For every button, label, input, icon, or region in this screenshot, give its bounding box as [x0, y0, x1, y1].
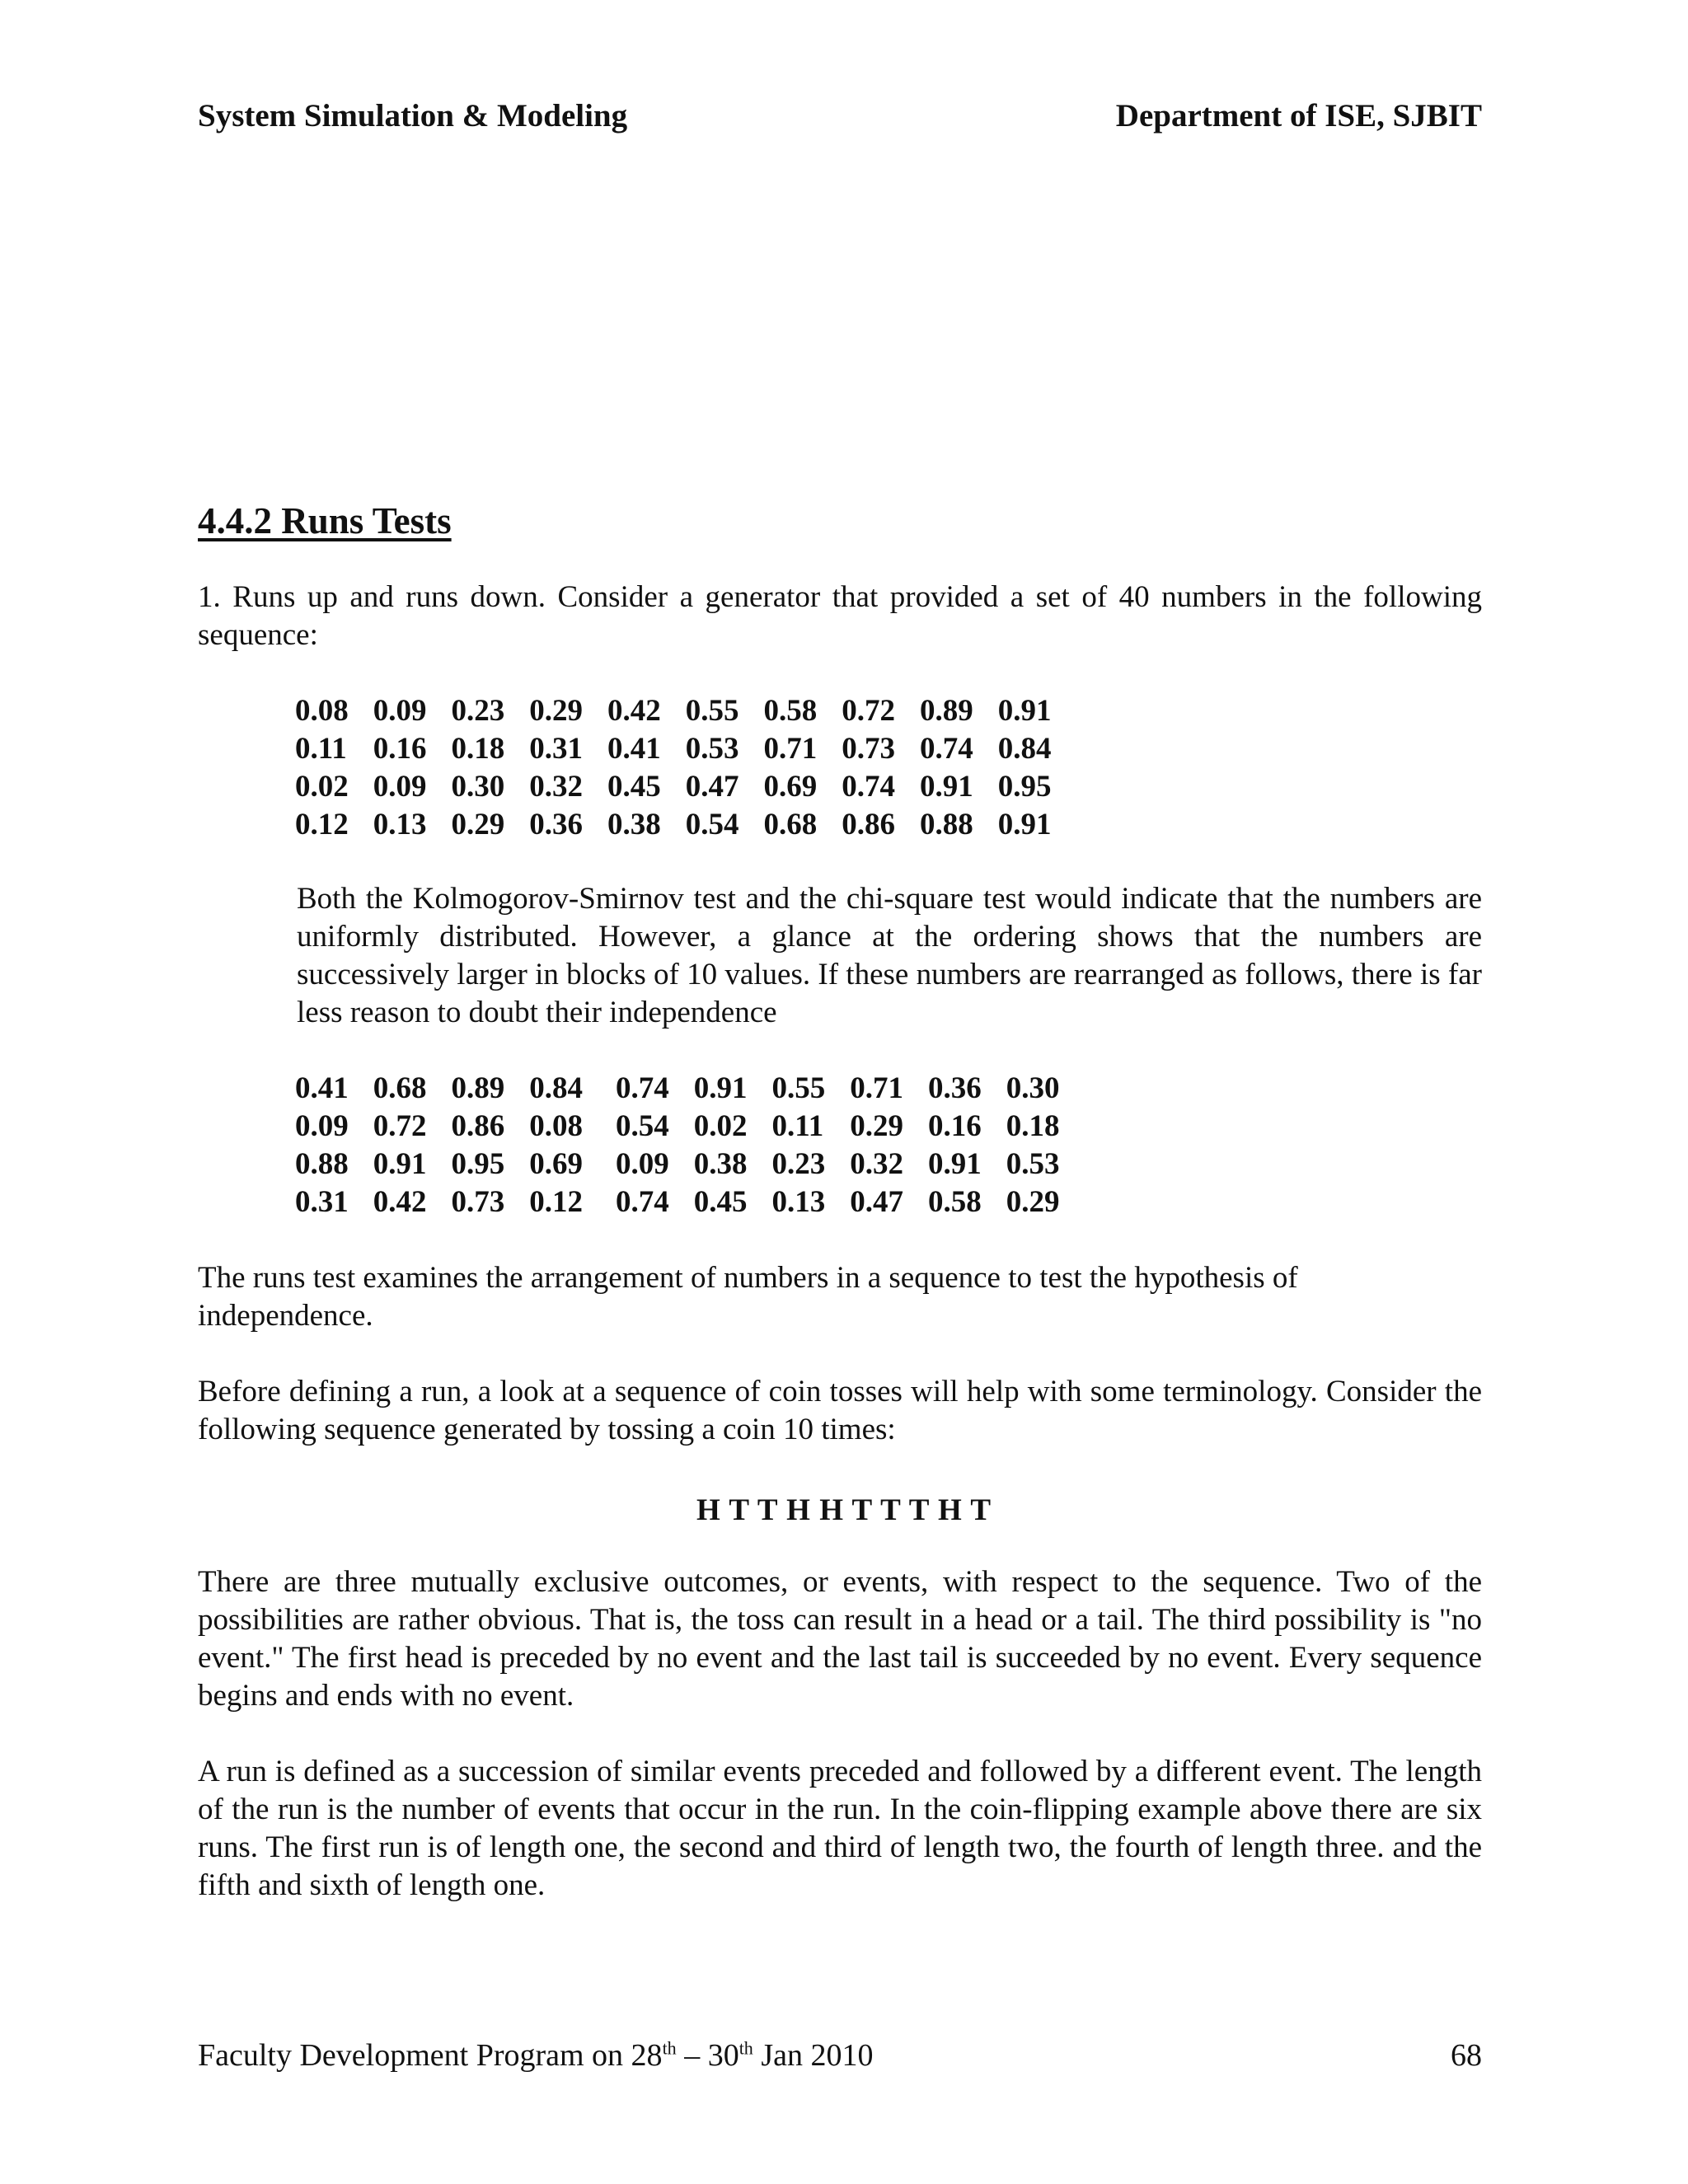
table-cell: 0.09	[373, 694, 427, 728]
table-cell: 0.38	[607, 808, 661, 841]
table-cell: 0.84	[997, 732, 1052, 766]
ks-paragraph: Both the Kolmogorov-Smirnov test and the chi-square test would indicate that the numbers are uniformly distributed. However, a glance at the ordering shows that the numbers are successively larger in blocks of 10 values. If these numbers are rearranged as follows, there is far less reason to doubt their independence	[297, 882, 1482, 1029]
table-cell: 0.53	[685, 732, 739, 766]
table-cell: 0.30	[451, 770, 505, 804]
table-cell: 0.13	[373, 808, 427, 841]
table-cell: 0.74	[842, 770, 895, 804]
table-cell: 0.18	[1006, 1109, 1060, 1143]
table-cell: 0.55	[771, 1071, 826, 1105]
table-cell: 0.38	[693, 1147, 748, 1181]
table-cell: 0.12	[295, 808, 349, 841]
table-cell: 0.16	[928, 1109, 982, 1143]
table-cell: 0.71	[850, 1071, 903, 1105]
page-footer	[198, 2037, 1482, 2074]
table-row	[295, 1183, 1085, 1221]
table-cell: 0.91	[693, 1071, 748, 1105]
footer-text-start: Faculty Development Program on 28	[198, 2038, 663, 2073]
coin-sequence: H T T H H T T T H T	[696, 1493, 992, 1527]
table-cell: 0.29	[451, 808, 505, 841]
table-cell: 0.12	[529, 1185, 583, 1219]
table-cell: 0.41	[295, 1071, 349, 1105]
header-course-title: System Simulation & Modeling	[198, 98, 628, 134]
table-cell: 0.29	[850, 1109, 903, 1143]
table-cell: 0.31	[295, 1185, 349, 1219]
table-cell: 0.68	[373, 1071, 427, 1105]
table-cell: 0.08	[529, 1109, 583, 1143]
table-cell: 0.29	[529, 694, 583, 728]
intro-paragraph: 1. Runs up and runs down. Consider a generator that provided a set of 40 numbers in the following sequence:	[198, 580, 1482, 652]
table-cell: 0.31	[529, 732, 583, 766]
table-cell: 0.73	[451, 1185, 505, 1219]
table-cell: 0.95	[451, 1147, 505, 1181]
table-cell: 0.72	[842, 694, 895, 728]
table-cell: 0.91	[373, 1147, 427, 1181]
table-cell: 0.09	[295, 1109, 349, 1143]
page-header	[198, 97, 1482, 134]
footer-sup-2: th	[738, 2037, 753, 2059]
table-cell: 0.32	[529, 770, 583, 804]
table-cell: 0.02	[693, 1109, 748, 1143]
table-cell: 0.68	[763, 808, 818, 841]
table-cell: 0.29	[1006, 1185, 1060, 1219]
run-definition-paragraph: A run is defined as a succession of similar events preceded and followed by a different event. The length of the run is the number of events that occur in the run. In the coin-flipping example above there are six runs. The first run is of length one, the second and third of length two, the fourth of length three. and the fifth and sixth of length one.	[198, 1755, 1482, 1902]
events-paragraph: There are three mutually exclusive outcomes, or events, with respect to the sequence. Two of the possibilities are rather obvious. That is, the toss can result in a head or a tail. The third possibility is "no event." The first head is preceded by no event and the last tail is succeeded by no event. Every sequence begins and ends with no event.	[198, 1565, 1482, 1713]
table-cell: 0.23	[451, 694, 505, 728]
table-cell: 0.69	[763, 770, 818, 804]
coin-intro-paragraph: Before defining a run, a look at a sequence of coin tosses will help with some terminology. Consider the following sequence generated by tossing a coin 10 times:	[198, 1375, 1482, 1446]
table-cell: 0.73	[842, 732, 895, 766]
table-cell: 0.54	[685, 808, 739, 841]
table-row	[295, 1070, 1085, 1108]
table-cell: 0.89	[451, 1071, 505, 1105]
table-cell: 0.91	[920, 770, 973, 804]
table-row	[295, 730, 1076, 768]
table-row	[295, 1146, 1085, 1183]
page-number: 68	[1451, 2038, 1482, 2073]
table-cell: 0.09	[373, 770, 427, 804]
table-row	[295, 1108, 1085, 1146]
table-cell: 0.71	[763, 732, 818, 766]
table-cell: 0.69	[529, 1147, 583, 1181]
number-table-rearranged	[295, 1070, 1085, 1221]
table-cell: 0.18	[451, 732, 505, 766]
table-cell: 0.41	[607, 732, 661, 766]
table-cell: 0.45	[693, 1185, 748, 1219]
table-cell: 0.08	[295, 694, 349, 728]
table-cell: 0.88	[295, 1147, 349, 1181]
table-cell: 0.55	[685, 694, 739, 728]
table-cell: 0.84	[529, 1071, 583, 1105]
footer-program	[198, 2037, 873, 2074]
table-cell: 0.30	[1006, 1071, 1060, 1105]
table-cell: 0.16	[373, 732, 427, 766]
table-cell: 0.13	[771, 1185, 826, 1219]
table-cell: 0.23	[771, 1147, 826, 1181]
table-cell: 0.86	[842, 808, 895, 841]
table-cell: 0.74	[616, 1071, 669, 1105]
table-cell: 0.91	[928, 1147, 982, 1181]
header-department: Department of ISE, SJBIT	[1115, 98, 1482, 134]
table-row	[295, 768, 1076, 806]
table-cell: 0.58	[928, 1185, 982, 1219]
table-cell: 0.74	[616, 1185, 669, 1219]
table-cell: 0.09	[616, 1147, 669, 1181]
table-cell: 0.42	[373, 1185, 427, 1219]
table-cell: 0.36	[928, 1071, 982, 1105]
table-cell: 0.53	[1006, 1147, 1060, 1181]
table-cell: 0.47	[850, 1185, 903, 1219]
table-cell: 0.95	[997, 770, 1052, 804]
footer-sup-1: th	[662, 2037, 677, 2059]
footer-text-mid: – 30	[676, 2038, 739, 2073]
table-cell: 0.91	[997, 808, 1052, 841]
table-cell: 0.11	[295, 732, 347, 766]
table-cell: 0.74	[920, 732, 973, 766]
table-cell: 0.36	[529, 808, 583, 841]
table-cell: 0.54	[616, 1109, 669, 1143]
table-row	[295, 692, 1076, 730]
table-cell: 0.88	[920, 808, 973, 841]
table-cell: 0.02	[295, 770, 349, 804]
table-cell: 0.58	[763, 694, 818, 728]
table-cell: 0.47	[685, 770, 739, 804]
table-cell: 0.32	[850, 1147, 903, 1181]
footer-text-end: Jan 2010	[753, 2038, 874, 2073]
table-cell: 0.86	[451, 1109, 505, 1143]
table-cell: 0.11	[771, 1109, 824, 1143]
table-cell: 0.42	[607, 694, 661, 728]
table-row	[295, 806, 1076, 844]
section-title: 4.4.2 Runs Tests	[198, 500, 452, 541]
table-cell: 0.45	[607, 770, 661, 804]
table-cell: 0.91	[997, 694, 1052, 728]
table-cell: 0.89	[920, 694, 973, 728]
number-table-sorted	[295, 692, 1076, 844]
table-cell: 0.72	[373, 1109, 427, 1143]
runs-test-paragraph: The runs test examines the arrangement of numbers in a sequence to test the hypothesis of independence.	[198, 1261, 1298, 1333]
